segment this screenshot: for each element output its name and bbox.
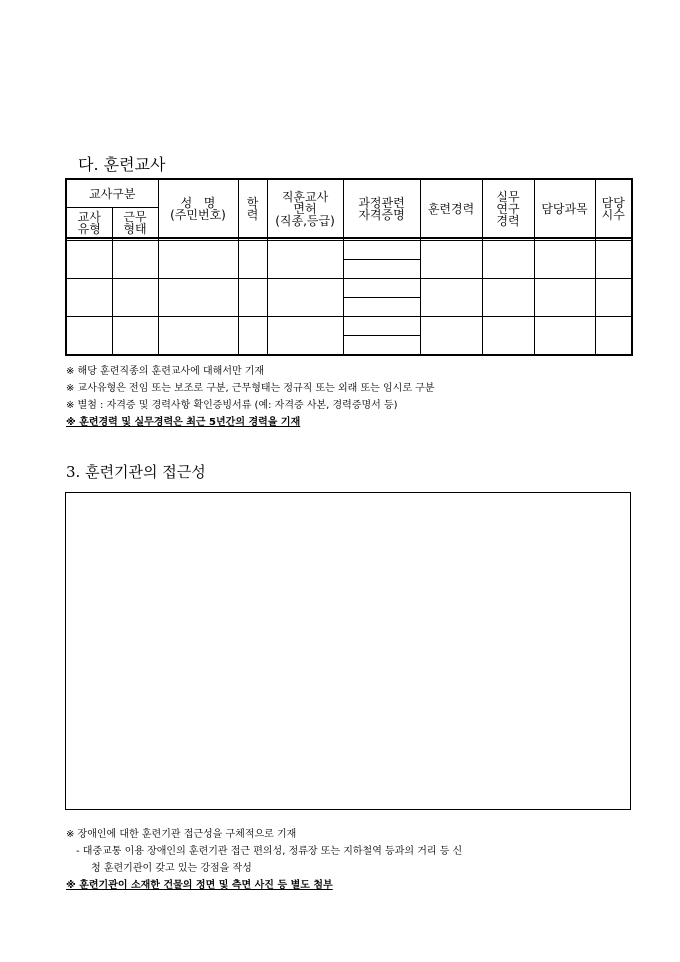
cell-certificate[interactable] (343, 336, 420, 356)
header-training-career: 훈련경력 (420, 179, 482, 238)
header-license: 직훈교사 면허 (직종,등급) (267, 179, 343, 238)
note-line: 청 훈련기관이 갖고 있는 강점을 작성 (91, 863, 252, 874)
cell-name[interactable] (158, 279, 238, 317)
training-teacher-table (65, 178, 633, 356)
table-row (66, 317, 632, 336)
cell-practical-career[interactable] (482, 241, 534, 279)
cell-hours[interactable] (595, 241, 632, 279)
cell-hours[interactable] (595, 317, 632, 356)
header-teacher-category: 교사구분 (66, 179, 158, 208)
note-bold: ※ 훈련기관이 소재한 건물의 정면 및 측면 사진 등 별도 첨부 (66, 880, 333, 891)
cell-license[interactable] (267, 317, 343, 356)
cell-certificate[interactable] (343, 317, 420, 336)
header-employment-type: 근무 형태 (112, 208, 158, 239)
cell-teacher-type[interactable] (66, 317, 112, 356)
cell-license[interactable] (267, 241, 343, 279)
table-row (66, 279, 632, 298)
cell-education[interactable] (238, 317, 267, 356)
note-line: ※ 별첨 : 자격증 및 경력사항 확인증빙서류 (예: 자격증 사본, 경력증명서 등) (66, 400, 398, 411)
cell-training-career[interactable] (420, 317, 482, 356)
header-teacher-type: 교사 유형 (66, 208, 112, 239)
table-row (66, 241, 632, 260)
cell-teacher-type[interactable] (66, 279, 112, 317)
cell-subject[interactable] (534, 279, 595, 317)
cell-certificate[interactable] (343, 241, 420, 260)
header-certificate: 과정관련 자격증명 (343, 179, 420, 238)
header-name: 성 명 (주민번호) (158, 179, 238, 238)
cell-training-career[interactable] (420, 241, 482, 279)
note-line: ※ 교사유형은 전임 또는 보조로 구분, 근무형태는 정규직 또는 외래 또는 임시로 구분 (66, 383, 435, 394)
cell-subject[interactable] (534, 241, 595, 279)
cell-education[interactable] (238, 279, 267, 317)
cell-practical-career[interactable] (482, 317, 534, 356)
cell-employment-type[interactable] (112, 241, 158, 279)
section-title-accessibility: 3. 훈련기관의 접근성 (66, 463, 206, 481)
note-line: - 대중교통 이용 장애인의 훈련기관 접근 편의성, 정류장 또는 지하철역 등과의 거리 등 신 (76, 846, 463, 857)
accessibility-notes (66, 826, 462, 894)
header-hours: 담당 시수 (595, 179, 632, 238)
cell-training-career[interactable] (420, 279, 482, 317)
cell-subject[interactable] (534, 317, 595, 356)
cell-license[interactable] (267, 279, 343, 317)
cell-hours[interactable] (595, 279, 632, 317)
cell-certificate[interactable] (343, 279, 420, 298)
cell-certificate[interactable] (343, 260, 420, 279)
cell-name[interactable] (158, 241, 238, 279)
note-line: ※ 해당 훈련직종의 훈련교사에 대해서만 기재 (66, 366, 265, 377)
cell-practical-career[interactable] (482, 279, 534, 317)
header-subject: 담당과목 (534, 179, 595, 238)
cell-certificate[interactable] (343, 298, 420, 317)
cell-employment-type[interactable] (112, 279, 158, 317)
cell-name[interactable] (158, 317, 238, 356)
header-practical-career: 실무 연구 경력 (482, 179, 534, 238)
section-title-training-teachers: 다. 훈련교사 (78, 155, 166, 174)
accessibility-text-box[interactable] (65, 492, 631, 810)
header-education: 학 력 (238, 179, 267, 238)
teacher-notes (66, 363, 434, 431)
note-line: ※ 장애인에 대한 훈련기관 접근성을 구체적으로 기재 (66, 829, 297, 840)
cell-teacher-type[interactable] (66, 241, 112, 279)
note-bold: ※ 훈련경력 및 실무경력은 최근 5년간의 경력을 기재 (66, 417, 301, 428)
cell-education[interactable] (238, 241, 267, 279)
cell-employment-type[interactable] (112, 317, 158, 356)
